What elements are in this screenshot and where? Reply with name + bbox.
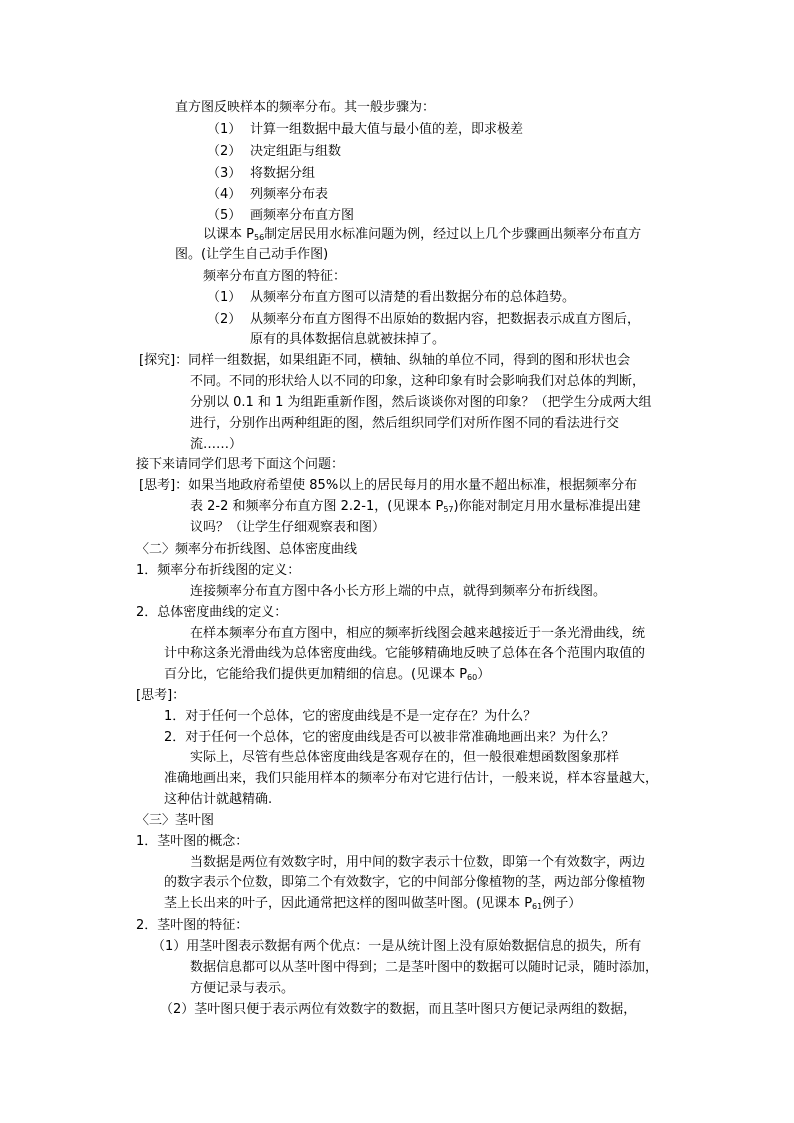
- explore-line-5: 流……）: [190, 437, 243, 452]
- section3-item2-title: 2．茎叶图的特征：: [136, 918, 249, 933]
- step-number: （4）: [207, 187, 242, 202]
- section2-item2-title: 2．总体密度曲线的定义：: [136, 605, 288, 620]
- page-subscript: 61: [532, 902, 543, 911]
- example-line2: 图。(让学生自己动手作图): [175, 247, 329, 262]
- intro-text: 直方图反映样本的频率分布。其一般步骤为：: [175, 100, 436, 115]
- page-subscript: 57: [443, 505, 454, 514]
- step-text: 列频率分布表: [250, 187, 329, 202]
- section3-feature1-line3: 方便记录与表示。: [190, 981, 295, 996]
- feature-number: （2）: [207, 312, 242, 327]
- section2-item1-text: 连接频率分布直方图中各小长方形上端的中点，就得到频率分布折线图。: [190, 584, 607, 599]
- feature-2: [207, 311, 640, 328]
- think1-line-1: [思考]：如果当地政府希望使 85%以上的居民每月的用水量不超出标准，根据频率分布: [139, 478, 638, 493]
- explore-line-1: [探究]：同样一组数据，如果组距不同，横轴、纵轴的单位不同，得到的图和形状也会: [139, 353, 631, 368]
- step-text: 计算一组数据中最大值与最小值的差，即求极差: [250, 122, 524, 137]
- section3-feature2-line1: （2）茎叶图只便于表示两位有效数字的数据，而且茎叶图只方便记录两组的数据，: [160, 1002, 637, 1017]
- step-2: [207, 143, 341, 160]
- section2-item1-title: 1．频率分布折线图的定义：: [136, 563, 301, 578]
- feature-text: 从频率分布直方图可以清楚的看出数据分布的总体趋势。: [250, 290, 576, 305]
- section3-item1-line2: 的数字表示个位数，即第二个有效数字，它的中间部分像植物的茎，两边部分像植物: [164, 875, 646, 890]
- step-1: [207, 121, 523, 138]
- think2-answer-line1: 实际上，尽管有些总体密度曲线是客观存在的，但一般很难想函数图象那样: [190, 750, 620, 765]
- next-question-intro: 接下来请同学们思考下面这个问题：: [136, 457, 345, 472]
- explore-line-4: 进行，分别作出两种组距的图，然后组织同学们对所作图不同的看法进行交: [190, 416, 620, 431]
- step-number: （2）: [207, 144, 242, 159]
- feature-1: [207, 289, 575, 306]
- step-3: [207, 165, 315, 182]
- section2-title: 〈二〉频率分布折线图、总体密度曲线: [136, 542, 358, 557]
- page-subscript: 60: [467, 673, 478, 682]
- feature-2-continued: 原有的具体数据信息就被抹掉了。: [250, 332, 446, 347]
- think2-answer-line3: 这种估计就越精确.: [164, 792, 273, 807]
- step-number: （1）: [207, 122, 242, 137]
- feature-number: （1）: [207, 290, 242, 305]
- section2-item2-line3: 百分比，它能给我们提供更加精细的信息。(见课本 $P_{60}$）: [164, 667, 491, 682]
- step-text: 决定组距与组数: [250, 144, 342, 159]
- explore-line-3: 分别以 0.1 和 1 为组距重新作图，然后谈谈你对图的印象？（把学生分成两大组: [190, 395, 652, 410]
- page-subscript: 56: [253, 233, 265, 242]
- step-5: [207, 207, 354, 224]
- think1-line-3: 议吗？（让学生仔细观察表和图）: [190, 520, 386, 535]
- think2-question-2: 2．对于任何一个总体，它的密度曲线是否可以被非常准确地画出来？为什么？: [164, 730, 615, 745]
- section2-item2-line2: 计中称这条光滑曲线为总体密度曲线。它能够精确地反映了总体在各个范围内取值的: [164, 646, 646, 661]
- explore-line-2: 不同。不同的形状给人以不同的印象，这种印象有时会影响我们对总体的判断，: [190, 374, 646, 389]
- think2-answer-line2: 准确地画出来，我们只能用样本的频率分布对它进行估计，一般来说，样本容量越大，: [164, 771, 659, 786]
- section3-title: 〈三〉茎叶图: [136, 813, 215, 828]
- step-number: （3）: [207, 166, 242, 181]
- think2-title: [思考]：: [136, 688, 186, 703]
- example-line1: 以课本 $P_{56}$制定居民用水标准问题为例，经过以上几个步骤画出频率分布直方: [203, 227, 642, 242]
- step-text: 将数据分组: [250, 166, 316, 181]
- think2-question-1: 1．对于任何一个总体，它的密度曲线是不是一定存在？为什么？: [164, 709, 537, 724]
- section3-item1-line1: 当数据是两位有效数字时，用中间的数字表示十位数，即第一个有效数字，两边: [190, 855, 646, 870]
- step-number: （5）: [207, 208, 242, 223]
- feature-text: 从频率分布直方图得不出原始的数据内容，把数据表示成直方图后，: [250, 312, 641, 327]
- features-title: 频率分布直方图的特征：: [203, 269, 347, 284]
- section3-feature1-line2: 数据信息都可以从茎叶图中得到；二是茎叶图中的数据可以随时记录，随时添加，: [190, 960, 659, 975]
- think1-line-2: 表 2-2 和频率分布直方图 2.2-1，(见课本 $P_{57}$)你能对制定月用水量标准提出建: [190, 499, 641, 514]
- section3-item1-line3: 茎上长出来的叶子，因此通常把这样的图叫做茎叶图。(见课本 $P_{61}$例子）: [164, 896, 582, 911]
- section3-item1-title: 1．茎叶图的概念：: [136, 834, 249, 849]
- step-4: [207, 186, 328, 203]
- step-text: 画频率分布直方图: [250, 208, 355, 223]
- section2-item2-line1: 在样本频率分布直方图中，相应的频率折线图会越来越接近于一条光滑曲线，统: [190, 626, 646, 641]
- section3-feature1-line1: （1）用茎叶图表示数据有两个优点：一是从统计图上没有原始数据信息的损失，所有: [152, 939, 642, 954]
